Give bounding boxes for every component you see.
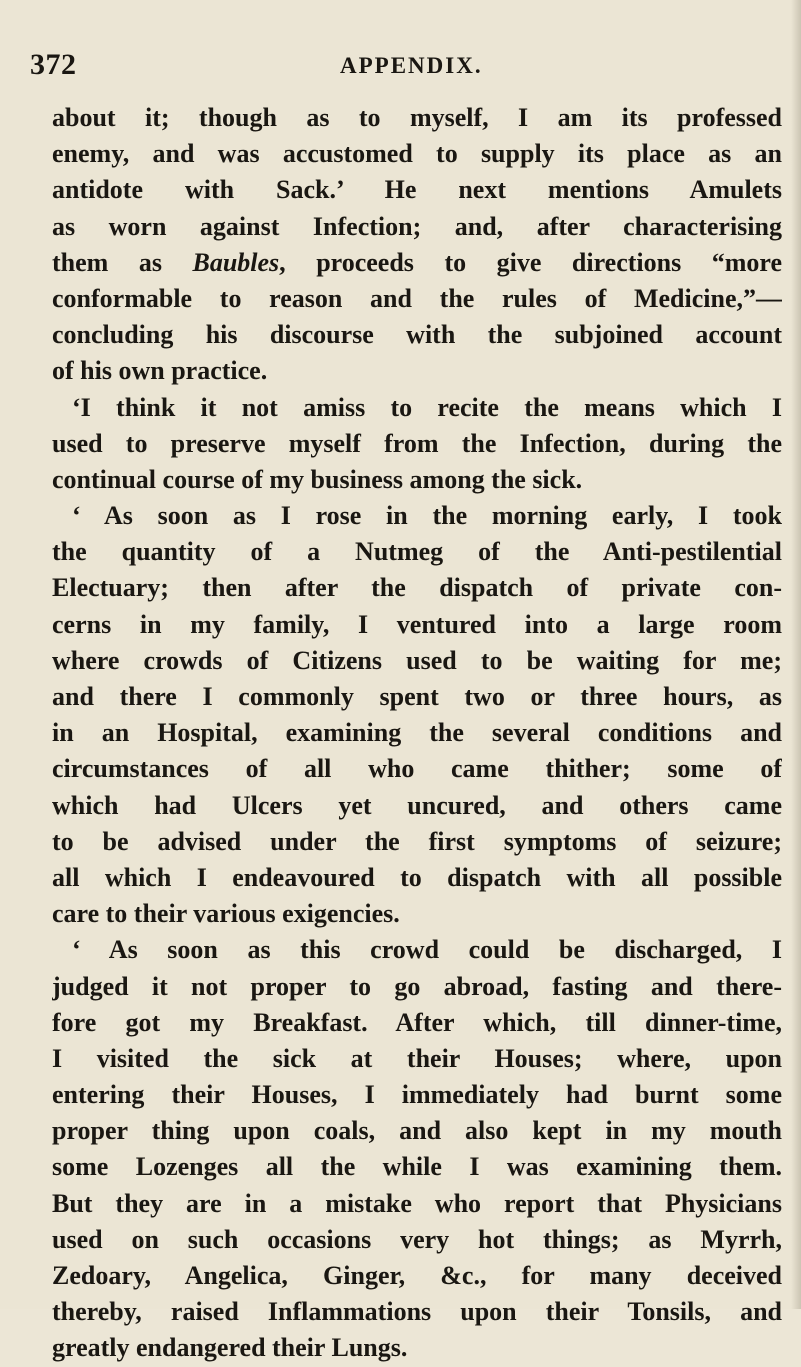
text-line: to be advised under the first symptoms of seizure; [52, 826, 782, 856]
text-line: Electuary; then after the dispatch of private con- [52, 573, 782, 603]
text-line: proper thing upon coals, and also kept in my mouth [52, 1116, 782, 1146]
text-line: care to their various exigencies. [52, 899, 400, 929]
italic-word: Baubles [192, 247, 280, 277]
text-line: ‘ As soon as this crowd could be discharged, I [72, 935, 782, 965]
text-line: greatly endangered their Lungs. [52, 1333, 408, 1363]
page-number: 372 [30, 48, 77, 81]
text-line: conformable to reason and the rules of Medicine,”— [52, 283, 782, 313]
text-line: continual course of my business among the sick. [52, 464, 583, 494]
text-line: some Lozenges all the while I was examining them. [52, 1152, 782, 1182]
text-line: thereby, raised Inflammations upon their Tonsils, and [52, 1297, 782, 1327]
text-line: about it; though as to myself, I am its professed [52, 103, 782, 132]
running-title: APPENDIX. [340, 53, 483, 78]
text-line: used to preserve myself from the Infection, during the [52, 428, 782, 458]
text-line: circumstances of all who came thither; some of [52, 754, 782, 784]
text-line: ‘I think it not amiss to recite the means which I [72, 392, 782, 422]
page-edge-shadow [791, 0, 801, 1309]
text-line: them as Baubles, proceeds to give directions “more [52, 247, 782, 277]
text-line: as worn against Infection; and, after characterising [52, 211, 782, 241]
text-line: in an Hospital, examining the several conditions and [52, 718, 782, 748]
text-line: antidote with Sack.’ He next mentions Amulets [52, 175, 782, 205]
text-line: entering their Houses, I immediately had burnt some [52, 1080, 782, 1110]
body-text [52, 100, 782, 1367]
text-line: fore got my Breakfast. After which, till dinner-time, [52, 1007, 782, 1037]
text-line: used on such occasions very hot things; as Myrrh, [52, 1224, 782, 1254]
text-line: the quantity of a Nutmeg of the Anti-pestilential [52, 537, 782, 567]
text-line: Zedoary, Angelica, Ginger, &c., for many deceived [52, 1261, 782, 1290]
text-line: of his own practice. [52, 356, 268, 386]
text-line: which had Ulcers yet uncured, and others came [52, 790, 782, 820]
text-line: all which I endeavoured to dispatch with all possible [52, 862, 782, 892]
text-line: where crowds of Citizens used to be waiting for me; [52, 645, 782, 675]
text-line: cerns in my family, I ventured into a large room [52, 609, 782, 639]
text-line: enemy, and was accustomed to supply its place as an [52, 139, 782, 169]
running-head [30, 48, 770, 88]
text-line: ‘ As soon as I rose in the morning early, I took [72, 501, 782, 531]
text-line: But they are in a mistake who report that Physicians [52, 1188, 782, 1218]
text-line: and there I commonly spent two or three hours, as [52, 682, 782, 711]
text-line: I visited the sick at their Houses; where, upon [52, 1043, 782, 1073]
text-line: judged it not proper to go abroad, fasting and there- [52, 971, 782, 1001]
text-line: concluding his discourse with the subjoined account [52, 320, 782, 350]
